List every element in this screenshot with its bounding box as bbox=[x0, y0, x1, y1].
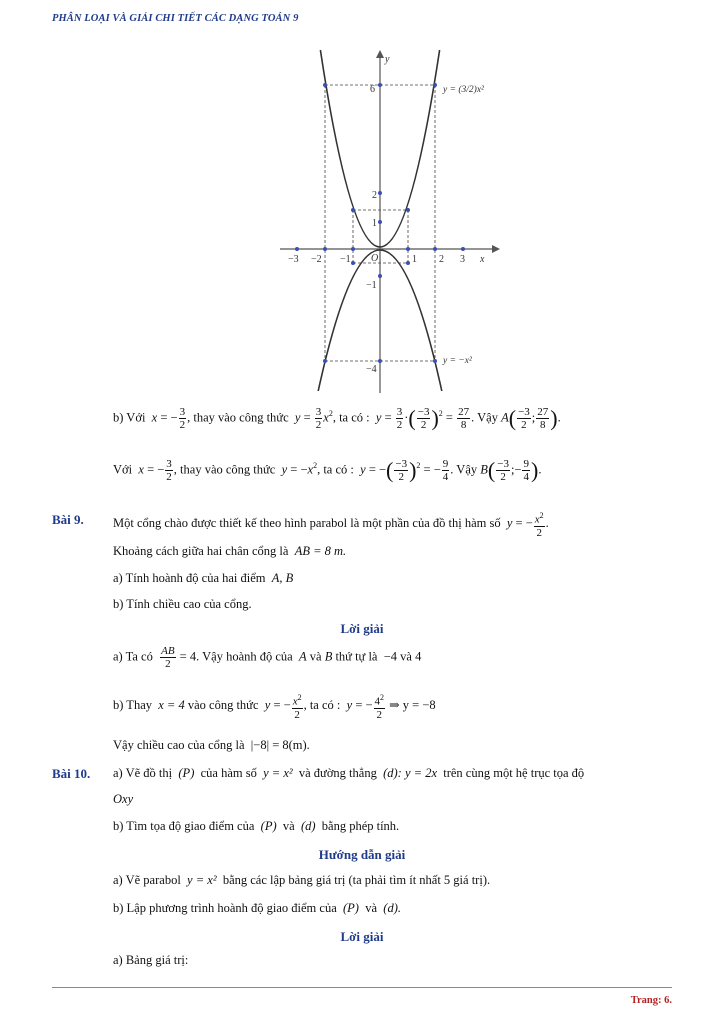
text: thứ tự là bbox=[335, 649, 378, 664]
exercise-9-text: Một cổng chào được thiết kế theo hình parabol là một phần của đồ thị hàm số y = − $\frac{x^2}{2}$ . bbox=[113, 511, 549, 539]
part-b-line-2: Với x = − $\frac{3}{2}$ , thay vào công thức $y = -x^2$, ta có : y = −( $\frac{-3}{2}$ )$^2$ = − $\frac{9}{4}$ . Vậy B( $\frac{-3}{2}$ ;− $\frac{9}{4}$ ). bbox=[113, 457, 542, 483]
exercise-10-question-b bbox=[113, 819, 399, 834]
tick-y-6: 6 bbox=[370, 84, 375, 95]
exercise-10-question-a bbox=[113, 766, 584, 781]
exercise-9-conclusion bbox=[113, 738, 310, 753]
tick-y-neg4: −4 bbox=[366, 364, 377, 375]
text: Vậy chiều cao của cổng là bbox=[113, 738, 245, 752]
x-axis-label: x bbox=[480, 254, 485, 265]
exercise-10-guide-b bbox=[113, 901, 401, 916]
part-b-line-1: b) Với x = − $\frac{3}{2}$ , thay vào công thức y = $\frac{3}{2}$ $x^2$, ta có : y = $\frac{3}{2}$ ·( $\frac{-3}{2}$ )$^2$ = $\frac{27}{8}$ . Vậy A( $\frac{-3}{2}$ ; $\frac{27}{8}$ ). bbox=[113, 405, 561, 431]
text: vào công thức bbox=[187, 698, 259, 713]
parabola-graph bbox=[280, 48, 500, 393]
exercise-9-question-b: b) Tính chiều cao của cổng. bbox=[113, 597, 252, 611]
page-header: PHÂN LOẠI VÀ GIẢI CHI TIẾT CÁC DẠNG TOÁN 9 bbox=[52, 13, 299, 24]
solution-title-10: Lời giải bbox=[340, 929, 384, 944]
math: (P) bbox=[343, 901, 359, 915]
point-label: A bbox=[501, 410, 509, 425]
footer-divider bbox=[52, 987, 672, 988]
text: b) Thay bbox=[113, 698, 152, 713]
math: A, B bbox=[271, 571, 294, 585]
math: AB = 8 m. bbox=[294, 544, 347, 558]
point-label: B bbox=[480, 462, 488, 477]
text: b) Lập phương trình hoành độ giao điểm của bbox=[113, 901, 337, 915]
text: bằng các lập bảng giá trị (ta phải tìm ít nhất 5 giá trị). bbox=[222, 873, 491, 887]
math: y = x² bbox=[187, 873, 217, 887]
text: của hàm số bbox=[200, 766, 257, 780]
tick-y-neg1: −1 bbox=[366, 280, 377, 291]
upper-curve-label: y = (3/2)x² bbox=[443, 85, 484, 95]
origin-label: O bbox=[371, 253, 379, 264]
tick-x-1: 1 bbox=[412, 254, 417, 265]
text: . Vậy hoành độ của bbox=[196, 649, 293, 664]
lower-curve-label: y = −x² bbox=[443, 356, 472, 366]
text: Một cổng chào được thiết kế theo hình parabol là một phần của đồ thị hàm số bbox=[113, 516, 501, 531]
text: và bbox=[365, 901, 378, 915]
text: Khoảng cách giữa hai chân cổng là bbox=[113, 544, 289, 558]
tick-x-neg1: −1 bbox=[340, 254, 351, 265]
math: Oxy bbox=[113, 792, 134, 806]
text: , thay vào công thức bbox=[187, 410, 289, 425]
guide-title-10: Hướng dẫn giải bbox=[318, 847, 406, 862]
exercise-10-solution-a: a) Bảng giá trị: bbox=[113, 953, 189, 967]
text: và bbox=[282, 819, 295, 833]
text: . Vậy bbox=[471, 410, 498, 425]
tick-x-neg3: −3 bbox=[288, 254, 299, 265]
text: , ta có : bbox=[332, 410, 370, 425]
text: a) Ta có bbox=[113, 649, 153, 664]
math: y = x² bbox=[263, 766, 293, 780]
text: b) Tìm tọa độ giao điểm của bbox=[113, 819, 255, 833]
text: . Vậy bbox=[450, 462, 478, 477]
tick-x-neg2: −2 bbox=[311, 254, 322, 265]
text: a) Vẽ đồ thị bbox=[113, 766, 173, 780]
tick-y-1: 1 bbox=[372, 218, 377, 229]
values: −4 và 4 bbox=[383, 649, 422, 664]
text: bằng phép tính. bbox=[321, 819, 400, 833]
tick-x-3: 3 bbox=[460, 254, 465, 265]
math: (d): y = 2x bbox=[383, 766, 437, 780]
text: và bbox=[309, 649, 322, 664]
math: (P) bbox=[260, 819, 277, 833]
math: (d). bbox=[383, 901, 401, 915]
math: (P) bbox=[178, 766, 195, 780]
exercise-9-line-2 bbox=[113, 544, 346, 559]
text: , ta có : bbox=[317, 462, 354, 477]
math: x = 4 bbox=[158, 698, 185, 713]
exercise-9-solution-a: a) Ta có $\frac{AB}{2}$ = 4. Vậy hoành độ của A và B thứ tự là −4 và 4 bbox=[113, 645, 422, 670]
math: ⇒ y = −8 bbox=[389, 698, 436, 713]
result-value: $\frac{27}{8}$ bbox=[458, 406, 470, 431]
text: , ta có : bbox=[303, 698, 341, 713]
y-axis-label: y bbox=[385, 54, 390, 65]
exercise-10-label: Bài 10. bbox=[52, 766, 91, 781]
text: a) Tính hoành độ của hai điểm bbox=[113, 571, 266, 585]
math: (d) bbox=[300, 819, 316, 833]
exercise-10-guide-a bbox=[113, 873, 490, 888]
math: |−8| = 8(m). bbox=[250, 738, 310, 752]
exercise-9-question-a bbox=[113, 571, 293, 586]
text: trên cùng một hệ trục tọa độ bbox=[443, 766, 585, 780]
page-number: Trang: 6. bbox=[630, 995, 672, 1006]
exercise-9-solution-b: b) Thay x = 4 vào công thức y = − $\frac{x^2}{2}$ , ta có : y = − $\frac{4^2}{2}$ ⇒ y = −8 bbox=[113, 693, 436, 721]
text: và đường thẳng bbox=[298, 766, 377, 780]
exercise-10-oxy bbox=[113, 792, 133, 807]
text: b) Với bbox=[113, 410, 146, 425]
tick-y-2: 2 bbox=[372, 190, 377, 201]
solution-title-9: Lời giải bbox=[340, 621, 384, 636]
text: a) Vẽ parabol bbox=[113, 873, 181, 887]
text: Với bbox=[113, 462, 133, 477]
text: , thay vào công thức bbox=[173, 462, 276, 477]
exercise-9-label: Bài 9. bbox=[52, 512, 84, 527]
tick-x-2: 2 bbox=[439, 254, 444, 265]
